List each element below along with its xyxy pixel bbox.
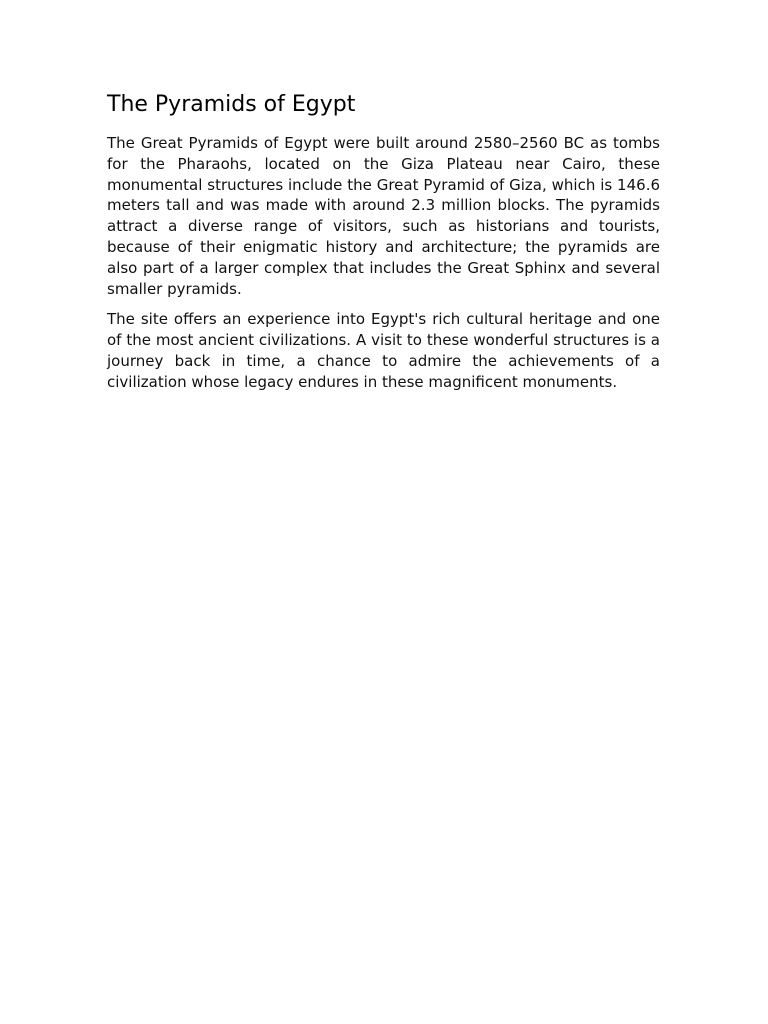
page-title: The Pyramids of Egypt (107, 92, 356, 117)
paragraph-experience: The site offers an experience into Egypt's rich cultural heritage and one of the most ancient civilizations. A visit to these wonderful structures is a journey back in time, a chance to admire the achievements of a civilization whose legacy endures in these magnificent monuments. (107, 310, 660, 391)
paragraph-history: The Great Pyramids of Egypt were built around 2580–2560 BC as tombs for the Pharaohs, located on the Giza Plateau near Cairo, these monumental structures include the Great Pyramid of Giza, which is 146.6 meters tall and was made with around 2.3 million blocks. The pyramids attract a diverse range of visitors, such as historians and tourists, because of their enigmatic history and architecture; the pyramids are also part of a larger complex that includes the Great Sphinx and several smaller pyramids. (107, 134, 660, 298)
document-page (107, 88, 660, 403)
